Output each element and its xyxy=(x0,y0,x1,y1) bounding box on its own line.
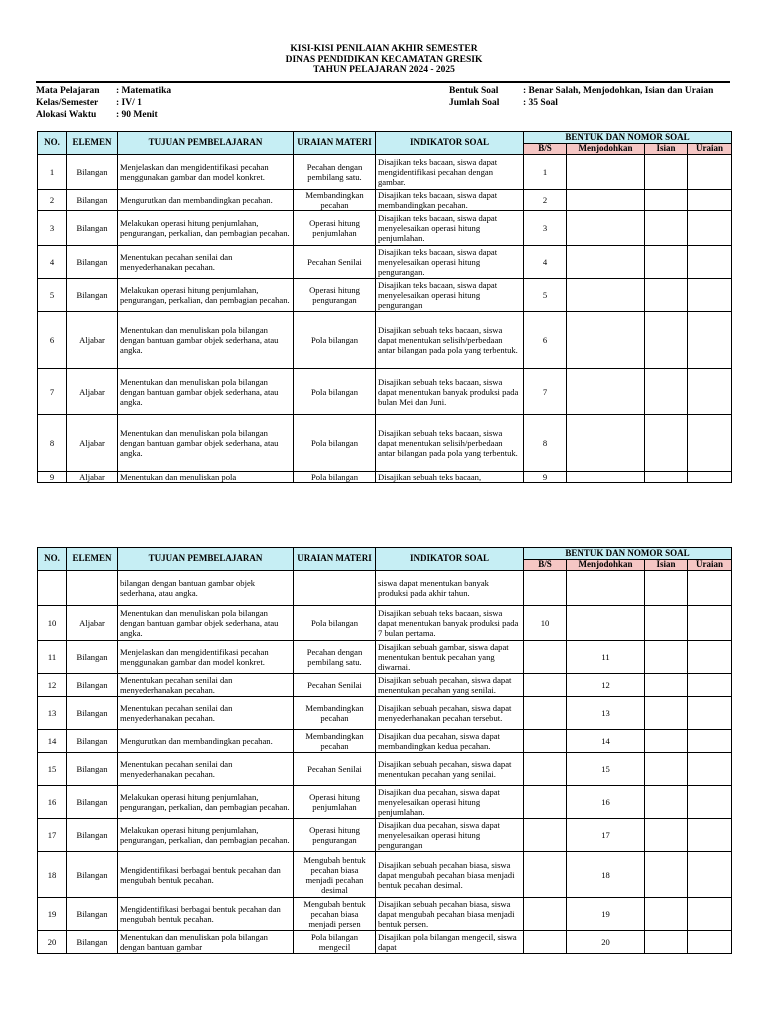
table-row xyxy=(38,190,732,211)
cell-no: 19 xyxy=(38,898,67,931)
cell-bs: 8 xyxy=(524,415,567,472)
header-rule xyxy=(36,81,730,83)
cell-no: 7 xyxy=(38,369,67,415)
cell-bs: 3 xyxy=(524,211,567,246)
cell-bs: 10 xyxy=(524,606,567,641)
col-menjodohkan: Menjodohkan xyxy=(567,144,645,155)
cell-uraian xyxy=(688,571,732,606)
cell-elemen: Bilangan xyxy=(67,246,118,279)
cell-menjodohkan xyxy=(567,369,645,415)
col-elemen: ELEMEN xyxy=(67,548,118,571)
cell-no: 4 xyxy=(38,246,67,279)
table-row xyxy=(38,246,732,279)
cell-elemen: Bilangan xyxy=(67,931,118,954)
cell-isian xyxy=(645,786,688,819)
cell-menjodohkan xyxy=(567,415,645,472)
cell-indikator: Disajikan dua pecahan, siswa dapat membandingkan kedua pecahan. xyxy=(376,730,524,753)
cell-indikator: Disajikan sebuah teks bacaan, siswa dapat menentukan banyak produksi pada bulan Mei dan Juni. xyxy=(376,369,524,415)
cell-isian xyxy=(645,190,688,211)
col-materi: URAIAN MATERI xyxy=(294,132,376,155)
cell-elemen: Bilangan xyxy=(67,279,118,312)
cell-no: 1 xyxy=(38,155,67,190)
cell-materi: Pola bilangan xyxy=(294,312,376,369)
cell-isian xyxy=(645,415,688,472)
cell-materi: Pola bilangan xyxy=(294,606,376,641)
cell-uraian xyxy=(688,279,732,312)
cell-elemen: Bilangan xyxy=(67,819,118,852)
cell-menjodohkan: 15 xyxy=(567,753,645,786)
cell-menjodohkan xyxy=(567,279,645,312)
cell-elemen: Bilangan xyxy=(67,641,118,674)
cell-uraian xyxy=(688,819,732,852)
cell-isian xyxy=(645,606,688,641)
cell-elemen: Aljabar xyxy=(67,369,118,415)
cell-isian xyxy=(645,674,688,697)
cell-menjodohkan: 14 xyxy=(567,730,645,753)
cell-menjodohkan: 16 xyxy=(567,786,645,819)
cell-no: 3 xyxy=(38,211,67,246)
cell-menjodohkan xyxy=(567,312,645,369)
cell-elemen: Bilangan xyxy=(67,852,118,898)
cell-materi: Operasi hitung penjumlahan xyxy=(294,211,376,246)
cell-elemen: Bilangan xyxy=(67,898,118,931)
cell-menjodohkan xyxy=(567,246,645,279)
cell-bs: 2 xyxy=(524,190,567,211)
col-materi: URAIAN MATERI xyxy=(294,548,376,571)
col-uraian: Uraian xyxy=(688,144,732,155)
cell-isian xyxy=(645,246,688,279)
cell-materi: Membandingkan pecahan xyxy=(294,190,376,211)
cell-no: 12 xyxy=(38,674,67,697)
col-uraian: Uraian xyxy=(688,560,732,571)
cell-no: 17 xyxy=(38,819,67,852)
header-year: TAHUN PELAJARAN 2024 - 2025 xyxy=(313,65,455,75)
cell-bs: 5 xyxy=(524,279,567,312)
table-row xyxy=(38,697,732,730)
cell-uraian xyxy=(688,697,732,730)
cell-no: 8 xyxy=(38,415,67,472)
cell-indikator: Disajikan dua pecahan, siswa dapat menyelesaikan operasi hitung penjumlahan. xyxy=(376,786,524,819)
cell-tujuan: bilangan dengan bantuan gambar objek sederhana, atau angka. xyxy=(118,571,294,606)
cell-bs: 4 xyxy=(524,246,567,279)
cell-uraian xyxy=(688,730,732,753)
document-header xyxy=(0,44,768,76)
cell-tujuan: Menentukan dan menuliskan pola bilangan dengan bantuan gambar objek sederhana, atau angka. xyxy=(118,369,294,415)
table-2-body xyxy=(38,571,732,954)
cell-elemen xyxy=(67,571,118,606)
cell-indikator: Disajikan sebuah pecahan, siswa dapat menentukan pecahan yang senilai. xyxy=(376,674,524,697)
col-elemen: ELEMEN xyxy=(67,132,118,155)
cell-materi: Operasi hitung penjumlahan xyxy=(294,786,376,819)
col-bs: B/S xyxy=(524,560,567,571)
cell-uraian xyxy=(688,211,732,246)
cell-isian xyxy=(645,753,688,786)
cell-elemen: Bilangan xyxy=(67,190,118,211)
cell-tujuan: Mengurutkan dan membandingkan pecahan. xyxy=(118,190,294,211)
table-row xyxy=(38,819,732,852)
grid-table-2 xyxy=(37,547,732,954)
cell-tujuan: Melakukan operasi hitung penjumlahan, pengurangan, perkalian, dan pembagian pecahan. xyxy=(118,819,294,852)
table-row xyxy=(38,571,732,606)
table-row xyxy=(38,641,732,674)
cell-no: 15 xyxy=(38,753,67,786)
col-bentuk: BENTUK DAN NOMOR SOAL xyxy=(524,132,732,144)
cell-indikator: Disajikan teks bacaan, siswa dapat membandingkan pecahan. xyxy=(376,190,524,211)
cell-indikator: Disajikan pola bilangan mengecil, siswa dapat xyxy=(376,931,524,954)
meta-class-value: : IV/ 1 xyxy=(116,98,142,108)
meta-time-value: : 90 Menit xyxy=(116,110,158,120)
cell-uraian xyxy=(688,369,732,415)
col-tujuan: TUJUAN PEMBELAJARAN xyxy=(118,132,294,155)
cell-elemen: Bilangan xyxy=(67,697,118,730)
table-row xyxy=(38,415,732,472)
cell-materi: Membandingkan pecahan xyxy=(294,697,376,730)
col-bs: B/S xyxy=(524,144,567,155)
cell-tujuan: Melakukan operasi hitung penjumlahan, pengurangan, perkalian, dan pembagian pecahan. xyxy=(118,786,294,819)
meta-count-label: Jumlah Soal xyxy=(449,98,500,108)
cell-tujuan: Menentukan pecahan senilai dan menyederhanakan pecahan. xyxy=(118,674,294,697)
cell-no: 18 xyxy=(38,852,67,898)
cell-elemen: Bilangan xyxy=(67,211,118,246)
cell-materi: Pecahan dengan pembilang satu. xyxy=(294,641,376,674)
meta-right xyxy=(449,85,713,109)
table-row xyxy=(38,786,732,819)
cell-tujuan: Menentukan dan menuliskan pola bilangan dengan bantuan gambar xyxy=(118,931,294,954)
cell-indikator: Disajikan sebuah pecahan, siswa dapat menyederhanakan pecahan tersebut. xyxy=(376,697,524,730)
cell-uraian xyxy=(688,753,732,786)
cell-bs: 6 xyxy=(524,312,567,369)
cell-bs: 9 xyxy=(524,472,567,483)
cell-tujuan: Mengidentifikasi berbagai bentuk pecahan dan mengubah bentuk pecahan. xyxy=(118,852,294,898)
cell-materi: Operasi hitung pengurangan xyxy=(294,279,376,312)
grid-table-1 xyxy=(37,131,732,483)
table-row xyxy=(38,606,732,641)
cell-no: 10 xyxy=(38,606,67,641)
cell-isian xyxy=(645,571,688,606)
cell-tujuan: Menjelaskan dan mengidentifikasi pecahan menggunakan gambar dan model konkret. xyxy=(118,641,294,674)
cell-menjodohkan: 17 xyxy=(567,819,645,852)
table-row xyxy=(38,279,732,312)
cell-tujuan: Menentukan pecahan senilai dan menyederhanakan pecahan. xyxy=(118,753,294,786)
cell-isian xyxy=(645,472,688,483)
cell-materi xyxy=(294,571,376,606)
cell-bs: 1 xyxy=(524,155,567,190)
cell-indikator: Disajikan dua pecahan, siswa dapat menyelesaikan operasi hitung pengurangan xyxy=(376,819,524,852)
cell-materi: Pola bilangan xyxy=(294,415,376,472)
table-row xyxy=(38,472,732,483)
table-row xyxy=(38,312,732,369)
cell-uraian xyxy=(688,674,732,697)
meta-format-value: : Benar Salah, Menjodohkan, Isian dan Uraian xyxy=(523,86,714,96)
cell-indikator: Disajikan sebuah gambar, siswa dapat menentukan bentuk pecahan yang diwarnai. xyxy=(376,641,524,674)
cell-materi: Pecahan Senilai xyxy=(294,753,376,786)
cell-indikator: Disajikan sebuah teks bacaan, siswa dapat menentukan selisih/perbedaan antar bilangan pada pola yang terbentuk. xyxy=(376,312,524,369)
cell-no: 9 xyxy=(38,472,67,483)
cell-menjodohkan xyxy=(567,190,645,211)
meta-subject-value: : Matematika xyxy=(116,86,172,96)
cell-menjodohkan: 11 xyxy=(567,641,645,674)
cell-elemen: Bilangan xyxy=(67,155,118,190)
meta-class-label: Kelas/Semester xyxy=(36,98,99,108)
cell-no: 16 xyxy=(38,786,67,819)
cell-indikator: Disajikan sebuah pecahan biasa, siswa dapat mengubah pecahan biasa menjadi bentuk persen. xyxy=(376,898,524,931)
cell-indikator: Disajikan sebuah teks bacaan, siswa dapat menentukan selisih/perbedaan antar bilangan pada pola yang terbentuk. xyxy=(376,415,524,472)
cell-isian xyxy=(645,852,688,898)
cell-indikator: siswa dapat menentukan banyak produksi pada akhir tahun. xyxy=(376,571,524,606)
cell-isian xyxy=(645,279,688,312)
cell-bs xyxy=(524,641,567,674)
cell-isian xyxy=(645,931,688,954)
table-row xyxy=(38,931,732,954)
cell-elemen: Aljabar xyxy=(67,415,118,472)
cell-indikator: Disajikan sebuah pecahan, siswa dapat menentukan pecahan yang senilai. xyxy=(376,753,524,786)
meta-count-value: : 35 Soal xyxy=(523,98,558,108)
cell-no: 5 xyxy=(38,279,67,312)
col-no: NO. xyxy=(38,548,67,571)
col-bentuk: BENTUK DAN NOMOR SOAL xyxy=(524,548,732,560)
cell-bs xyxy=(524,819,567,852)
cell-uraian xyxy=(688,246,732,279)
cell-bs: 7 xyxy=(524,369,567,415)
meta-time-label: Alokasi Waktu xyxy=(36,110,97,120)
cell-materi: Pecahan Senilai xyxy=(294,246,376,279)
cell-indikator: Disajikan sebuah pecahan biasa, siswa dapat mengubah pecahan biasa menjadi bentuk pecahan desimal. xyxy=(376,852,524,898)
cell-indikator: Disajikan teks bacaan, siswa dapat menyelesaikan operasi hitung pengurangan xyxy=(376,279,524,312)
cell-materi: Pola bilangan xyxy=(294,472,376,483)
cell-isian xyxy=(645,730,688,753)
cell-no: 11 xyxy=(38,641,67,674)
col-isian: Isian xyxy=(645,560,688,571)
meta-left xyxy=(36,85,171,121)
cell-menjodohkan xyxy=(567,571,645,606)
cell-materi: Membandingkan pecahan xyxy=(294,730,376,753)
cell-elemen: Aljabar xyxy=(67,472,118,483)
table-row xyxy=(38,730,732,753)
cell-no: 6 xyxy=(38,312,67,369)
cell-tujuan: Melakukan operasi hitung penjumlahan, pengurangan, perkalian, dan pembagian pecahan. xyxy=(118,279,294,312)
col-indikator: INDIKATOR SOAL xyxy=(376,548,524,571)
cell-no xyxy=(38,571,67,606)
cell-tujuan: Mengidentifikasi berbagai bentuk pecahan dan mengubah bentuk pecahan. xyxy=(118,898,294,931)
cell-uraian xyxy=(688,606,732,641)
table-row xyxy=(38,211,732,246)
header-institution: DINAS PENDIDIKAN KECAMATAN GRESIK xyxy=(285,54,483,65)
table-row xyxy=(38,674,732,697)
cell-bs xyxy=(524,571,567,606)
cell-materi: Pola bilangan xyxy=(294,369,376,415)
cell-isian xyxy=(645,697,688,730)
cell-materi: Pecahan Senilai xyxy=(294,674,376,697)
cell-elemen: Aljabar xyxy=(67,312,118,369)
cell-uraian xyxy=(688,190,732,211)
cell-bs xyxy=(524,674,567,697)
col-menjodohkan: Menjodohkan xyxy=(567,560,645,571)
cell-indikator: Disajikan teks bacaan, siswa dapat mengidentifikasi pecahan dengan gambar. xyxy=(376,155,524,190)
cell-no: 2 xyxy=(38,190,67,211)
cell-uraian xyxy=(688,786,732,819)
cell-tujuan: Mengurutkan dan membandingkan pecahan. xyxy=(118,730,294,753)
cell-elemen: Aljabar xyxy=(67,606,118,641)
cell-tujuan: Menentukan dan menuliskan pola bilangan dengan bantuan gambar objek sederhana, atau angka. xyxy=(118,606,294,641)
table-row xyxy=(38,155,732,190)
cell-indikator: Disajikan sebuah teks bacaan, siswa dapat menentukan banyak produksi pada 7 bulan pertama. xyxy=(376,606,524,641)
cell-uraian xyxy=(688,415,732,472)
cell-bs xyxy=(524,753,567,786)
cell-bs xyxy=(524,898,567,931)
cell-elemen: Bilangan xyxy=(67,674,118,697)
cell-menjodohkan xyxy=(567,472,645,483)
cell-tujuan: Menentukan dan menuliskan pola bilangan dengan bantuan gambar objek sederhana, atau angka. xyxy=(118,312,294,369)
cell-no: 14 xyxy=(38,730,67,753)
cell-uraian xyxy=(688,931,732,954)
table-row xyxy=(38,898,732,931)
cell-isian xyxy=(645,641,688,674)
cell-no: 20 xyxy=(38,931,67,954)
cell-tujuan: Menentukan pecahan senilai dan menyederhanakan pecahan. xyxy=(118,246,294,279)
cell-menjodohkan: 13 xyxy=(567,697,645,730)
cell-bs xyxy=(524,730,567,753)
cell-uraian xyxy=(688,472,732,483)
table-row xyxy=(38,753,732,786)
cell-menjodohkan: 19 xyxy=(567,898,645,931)
cell-bs xyxy=(524,852,567,898)
cell-isian xyxy=(645,312,688,369)
cell-tujuan: Menentukan pecahan senilai dan menyederhanakan pecahan. xyxy=(118,697,294,730)
cell-menjodohkan: 12 xyxy=(567,674,645,697)
cell-indikator: Disajikan teks bacaan, siswa dapat menyelesaikan operasi hitung pengurangan. xyxy=(376,246,524,279)
cell-uraian xyxy=(688,898,732,931)
header-title: KISI-KISI PENILAIAN AKHIR SEMESTER xyxy=(290,44,478,54)
table-row xyxy=(38,369,732,415)
cell-isian xyxy=(645,369,688,415)
cell-tujuan: Menentukan dan menuliskan pola bilangan dengan bantuan gambar objek sederhana, atau angka. xyxy=(118,415,294,472)
cell-uraian xyxy=(688,641,732,674)
cell-uraian xyxy=(688,852,732,898)
cell-materi: Operasi hitung pengurangan xyxy=(294,819,376,852)
cell-no: 13 xyxy=(38,697,67,730)
cell-tujuan: Melakukan operasi hitung penjumlahan, pengurangan, perkalian, dan pembagian pecahan. xyxy=(118,211,294,246)
cell-menjodohkan xyxy=(567,211,645,246)
cell-materi: Pola bilangan mengecil xyxy=(294,931,376,954)
cell-uraian xyxy=(688,155,732,190)
cell-isian xyxy=(645,819,688,852)
cell-elemen: Bilangan xyxy=(67,786,118,819)
cell-materi: Mengubah bentuk pecahan biasa menjadi pecahan desimal xyxy=(294,852,376,898)
cell-menjodohkan: 20 xyxy=(567,931,645,954)
cell-elemen: Bilangan xyxy=(67,753,118,786)
cell-isian xyxy=(645,898,688,931)
col-indikator: INDIKATOR SOAL xyxy=(376,132,524,155)
cell-isian xyxy=(645,155,688,190)
cell-isian xyxy=(645,211,688,246)
cell-tujuan: Menjelaskan dan mengidentifikasi pecahan menggunakan gambar dan model konkret. xyxy=(118,155,294,190)
col-tujuan: TUJUAN PEMBELAJARAN xyxy=(118,548,294,571)
cell-indikator: Disajikan teks bacaan, siswa dapat menyelesaikan operasi hitung penjumlahan. xyxy=(376,211,524,246)
col-isian: Isian xyxy=(645,144,688,155)
cell-bs xyxy=(524,697,567,730)
cell-menjodohkan: 18 xyxy=(567,852,645,898)
cell-tujuan: Menentukan dan menuliskan pola xyxy=(118,472,294,483)
col-no: NO. xyxy=(38,132,67,155)
table-row xyxy=(38,852,732,898)
cell-materi: Pecahan dengan pembilang satu. xyxy=(294,155,376,190)
cell-menjodohkan xyxy=(567,606,645,641)
cell-bs xyxy=(524,786,567,819)
cell-menjodohkan xyxy=(567,155,645,190)
meta-format-label: Bentuk Soal xyxy=(449,86,499,96)
cell-elemen: Bilangan xyxy=(67,730,118,753)
table-1-body xyxy=(38,155,732,483)
cell-indikator: Disajikan sebuah teks bacaan, xyxy=(376,472,524,483)
meta-subject-label: Mata Pelajaran xyxy=(36,86,100,96)
cell-bs xyxy=(524,931,567,954)
cell-materi: Mengubah bentuk pecahan biasa menjadi persen xyxy=(294,898,376,931)
cell-uraian xyxy=(688,312,732,369)
